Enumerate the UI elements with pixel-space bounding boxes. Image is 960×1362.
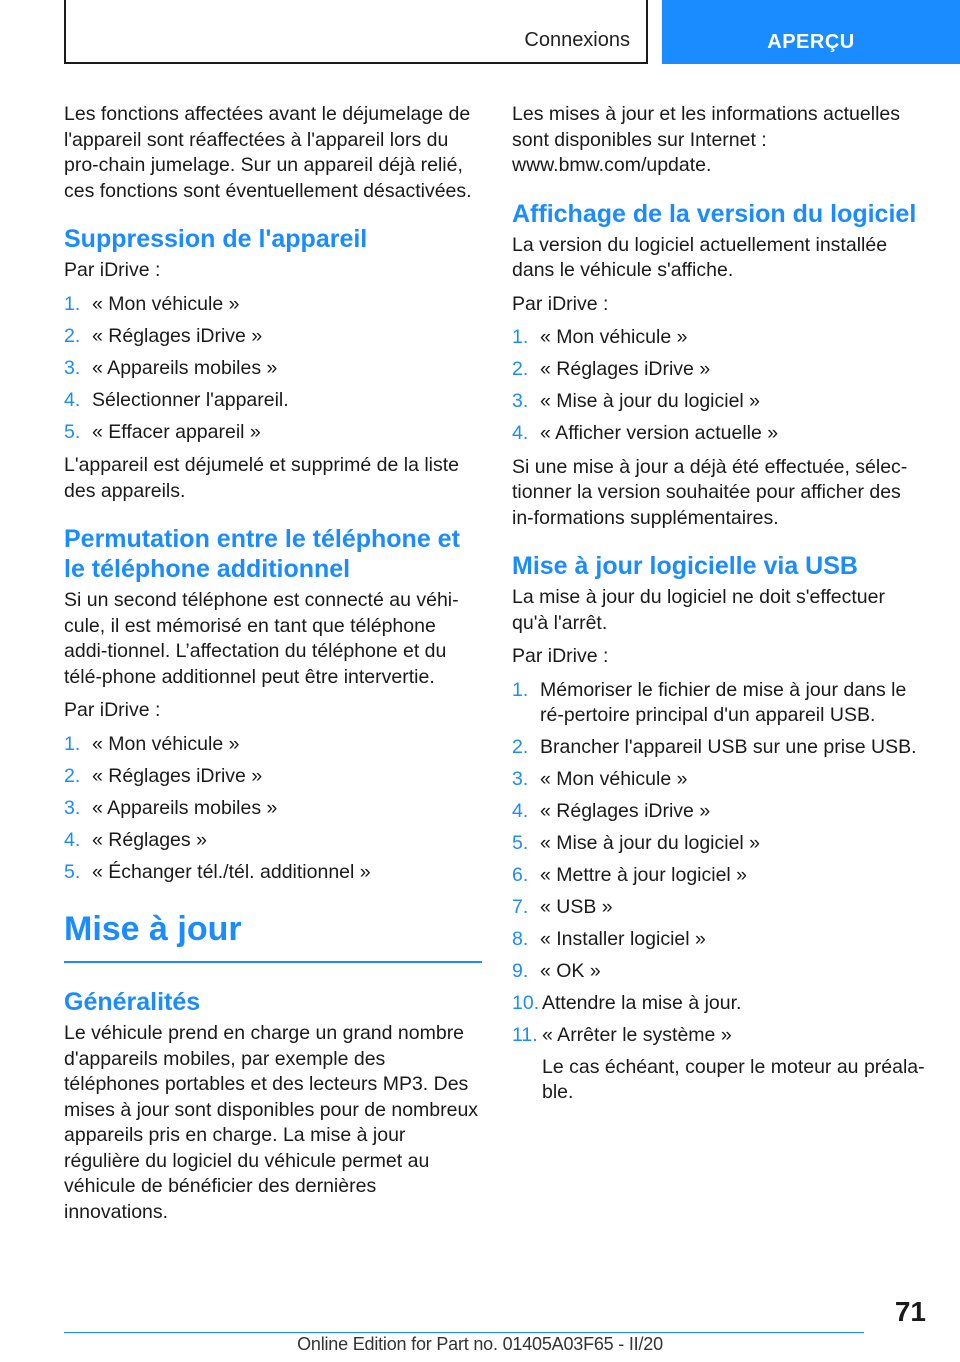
steps-usb-update	[512, 678, 926, 1106]
steps-phone-swap	[64, 732, 482, 886]
list-item: 4. « Réglages »	[64, 828, 207, 851]
header-section-box	[64, 0, 648, 64]
footer-divider	[64, 1332, 864, 1333]
footer-edition: Online Edition for Part no. 01405A03F65 - II/20	[297, 1334, 663, 1354]
section-title-usb-update: Mise à jour logicielle via USB	[512, 552, 858, 580]
steps-delete-device	[64, 292, 482, 446]
list-item: 3. « Appareils mobiles »	[64, 356, 278, 379]
list-item: 2. Brancher l'appareil USB sur une prise USB.	[512, 736, 917, 758]
by-idrive-label: Par iDrive :	[512, 645, 609, 667]
list-item: 5. « Mise à jour du logiciel »	[512, 832, 761, 854]
general-paragraph: Le véhicule prend en charge un grand nombre d'appareils mobiles, par exemple des téléphones portables et des lecteurs MP3. Des mises à jour sont disponibles pour de nombreux appareils pris en charge. La mise à jour régulière du logiciel du véhicule permet au véhicule de bénéficier des dernières innovations.	[64, 1022, 479, 1223]
list-item: 7. « USB »	[512, 896, 613, 918]
by-idrive-label: Par iDrive :	[64, 259, 161, 281]
section-title-delete-device: Suppression de l'appareil	[64, 225, 368, 253]
update-info-paragraph: Les mises à jour et les informations actuelles sont disponibles sur Internet : www.bmw.com/update.	[512, 103, 901, 176]
list-item: 10. Attendre la mise à jour.	[512, 992, 742, 1014]
right-column	[512, 102, 926, 1114]
chapter-title-update: Mise à jour	[64, 907, 482, 963]
intro-paragraph: Les fonctions affectées avant le déjumelage de l'appareil sont réaffectées à l'appareil lors du pro-chain jumelage. Sur un appareil déjà relié, ces fonctions sont éventuellement désactivées.	[64, 103, 472, 202]
list-item: 8. « Installer logiciel »	[512, 928, 706, 950]
list-item: 1. « Mon véhicule »	[512, 326, 688, 348]
list-item: 9. « OK »	[512, 960, 601, 982]
step-note: Le cas échéant, couper le moteur au préala-ble.	[542, 1055, 925, 1103]
list-item: 1. Mémoriser le fichier de mise à jour dans le ré-pertoire principal d'un appareil USB.	[512, 678, 907, 726]
list-item: 11. « Arrêter le système » Le cas échéant, couper le moteur au préala-ble.	[512, 1023, 926, 1106]
version-select-paragraph: Si une mise à jour a déjà été effectuée, sélec-tionner la version souhaitée pour afficher des in-formations supplémentaires.	[512, 455, 908, 529]
header-tab-label: APERÇU	[767, 31, 855, 53]
section-title-phone-swap: Permutation entre le téléphone et le téléphone additionnel	[64, 525, 460, 583]
list-item: 4. « Afficher version actuelle »	[512, 422, 779, 444]
software-version-paragraph: La version du logiciel actuellement installée dans le véhicule s'affiche.	[512, 233, 888, 281]
page-number: 71	[894, 1296, 926, 1327]
list-item: 3. « Mise à jour du logiciel »	[512, 390, 761, 412]
section-title-general: Généralités	[64, 988, 201, 1016]
list-item: 5. « Effacer appareil »	[64, 420, 261, 443]
header-overview-tab[interactable]	[662, 0, 960, 64]
phone-swap-paragraph: Si un second téléphone est connecté au véhi-cule, il est mémorisé en tant que téléphone addi-tionnel. L’affectation du téléphone et du télé-phone additionnel peut être intervertie.	[64, 589, 459, 688]
usb-update-paragraph: La mise à jour du logiciel ne doit s'effectuer qu'à l'arrêt.	[512, 586, 885, 634]
list-item: 5. « Échanger tél./tél. additionnel »	[64, 860, 371, 883]
list-item: 1. « Mon véhicule »	[64, 292, 240, 315]
header-section-title: Connexions	[524, 29, 630, 51]
list-item: 3. « Appareils mobiles »	[64, 796, 278, 819]
steps-software-version	[512, 325, 926, 447]
by-idrive-label: Par iDrive :	[512, 292, 609, 315]
left-column	[64, 102, 482, 1233]
list-item: 4. « Réglages iDrive »	[512, 800, 711, 822]
result-paragraph: L'appareil est déjumelé et supprimé de la liste des appareils.	[64, 454, 460, 502]
list-item: 1. « Mon véhicule »	[64, 732, 240, 755]
section-title-software-version: Affichage de la version du logiciel	[512, 199, 917, 228]
by-idrive-label: Par iDrive :	[64, 699, 161, 721]
list-item: 6. « Mettre à jour logiciel »	[512, 864, 748, 886]
list-item: 3. « Mon véhicule »	[512, 768, 688, 790]
list-item: 2. « Réglages iDrive »	[64, 764, 263, 787]
list-item: 4. Sélectionner l'appareil.	[64, 388, 289, 411]
list-item: 2. « Réglages iDrive »	[512, 358, 711, 380]
list-item: 2. « Réglages iDrive »	[64, 324, 263, 347]
